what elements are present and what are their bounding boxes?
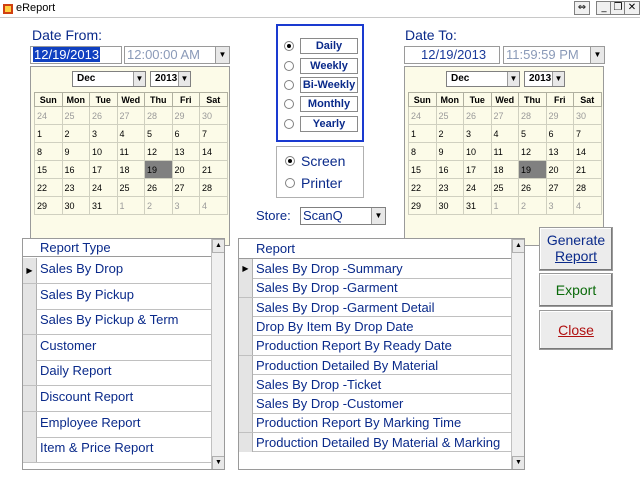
store-select[interactable]	[300, 207, 386, 225]
month-from-select[interactable]	[72, 71, 146, 87]
period-option-monthly[interactable]	[284, 96, 360, 114]
row-selector[interactable]	[23, 360, 37, 385]
date-from-value: 12/19/2013	[34, 47, 100, 62]
report-type-label: Sales By Drop	[40, 261, 124, 276]
year-to-value: 2013	[529, 73, 552, 84]
calendar-day[interactable]: 27	[546, 179, 574, 197]
report-item[interactable]	[239, 336, 511, 356]
calendar-day[interactable]: 23	[62, 179, 90, 197]
calendar-day[interactable]: 2	[436, 125, 464, 143]
period-label: Daily	[300, 38, 358, 54]
day-header: Thu	[519, 93, 547, 107]
close-window-button[interactable]: ✕	[624, 1, 640, 15]
calendar-day[interactable]: 2	[62, 125, 90, 143]
row-selector[interactable]	[23, 437, 37, 462]
store-label: Store:	[256, 208, 291, 223]
report-label: Sales By Drop -Ticket	[256, 376, 382, 392]
radio-icon[interactable]	[285, 156, 295, 166]
year-from-select[interactable]	[150, 71, 191, 87]
calendar-grid	[408, 92, 602, 215]
calendar-day[interactable]: 5	[519, 125, 547, 143]
report-type-label: Discount Report	[40, 389, 134, 404]
generate-label: Generate	[546, 232, 606, 248]
calendar-day[interactable]: 30	[62, 197, 90, 215]
report-type-label: Item & Price Report	[40, 440, 154, 456]
calendar-grid	[34, 92, 228, 215]
calendar-day[interactable]: 7	[200, 125, 228, 143]
calendar-day[interactable]: 5	[145, 125, 173, 143]
calendar-day[interactable]: 25	[436, 107, 464, 125]
calendar-day[interactable]: 26	[145, 179, 173, 197]
radio-icon[interactable]	[284, 119, 294, 129]
radio-icon[interactable]	[285, 178, 295, 188]
chevron-down-icon[interactable]: ▼	[215, 47, 229, 63]
row-selector[interactable]	[23, 386, 37, 411]
calendar-day[interactable]: 2	[519, 197, 547, 215]
row-selector[interactable]	[239, 336, 253, 355]
year-to-select[interactable]	[524, 71, 565, 87]
minimize-button[interactable]: _	[596, 1, 612, 15]
calendar-day[interactable]: 28	[574, 179, 602, 197]
calendar-day[interactable]: 15	[35, 161, 63, 179]
time-from-value: 12:00:00 AM	[127, 47, 200, 62]
report-type-item[interactable]	[23, 335, 211, 361]
calendar-day[interactable]: 30	[200, 107, 228, 125]
report-type-label: Employee Report	[40, 414, 141, 430]
period-label: Yearly	[300, 116, 358, 132]
row-selector[interactable]	[239, 278, 253, 297]
row-pointer-icon[interactable]: ▶	[239, 259, 253, 278]
calendar-day[interactable]: 6	[172, 125, 200, 143]
calendar-header-row	[409, 93, 602, 107]
calendar-day[interactable]: 6	[546, 125, 574, 143]
scroll-up-icon[interactable]: ▲	[212, 239, 225, 253]
calendar-week	[35, 143, 228, 161]
period-label: Monthly	[300, 96, 358, 112]
month-from-value: Dec	[77, 73, 96, 84]
day-header: Sun	[35, 93, 63, 107]
calendar-day[interactable]: 26	[464, 107, 492, 125]
row-selector[interactable]	[239, 317, 253, 336]
report-type-label: Sales By Pickup & Term	[40, 312, 179, 328]
calendar-day[interactable]: 24	[35, 107, 63, 125]
calendar-day[interactable]: 28	[145, 107, 173, 125]
report-label: Sales By Drop -Garment Detail	[256, 299, 435, 315]
calendar-day[interactable]: 11	[117, 143, 145, 161]
calendar-week	[35, 161, 228, 179]
calendar-day[interactable]: 16	[436, 161, 464, 179]
calendar-day[interactable]: 17	[464, 161, 492, 179]
period-option-yearly[interactable]	[284, 116, 360, 134]
row-selector[interactable]	[239, 298, 253, 317]
calendar-from	[30, 66, 230, 246]
calendar-day[interactable]: 13	[546, 143, 574, 161]
calendar-day[interactable]: 24	[90, 179, 118, 197]
calendar-day[interactable]: 27	[491, 107, 519, 125]
report-header: Report	[239, 239, 511, 259]
chevron-down-icon[interactable]: ▼	[133, 72, 145, 86]
calendar-day[interactable]: 28	[200, 179, 228, 197]
calendar-week	[35, 107, 228, 125]
calendar-day[interactable]: 1	[117, 197, 145, 215]
day-header: Sat	[574, 93, 602, 107]
calendar-day[interactable]: 29	[35, 197, 63, 215]
report-type-list	[22, 238, 225, 470]
report-type-item[interactable]	[23, 437, 211, 463]
calendar-day[interactable]: 25	[491, 179, 519, 197]
calendar-day[interactable]: 4	[200, 197, 228, 215]
row-selector[interactable]	[239, 356, 253, 375]
calendar-day[interactable]: 18	[491, 161, 519, 179]
maximize-button[interactable]: ❐	[610, 1, 626, 15]
report-item[interactable]	[239, 375, 511, 395]
calendar-day[interactable]: 16	[62, 161, 90, 179]
time-from-select[interactable]	[124, 46, 230, 64]
calendar-day[interactable]: 1	[491, 197, 519, 215]
period-option-weekly[interactable]	[284, 58, 360, 76]
report-type-item[interactable]	[23, 258, 211, 284]
calendar-day[interactable]: 8	[35, 143, 63, 161]
report-label: Sales By Drop -Garment	[256, 280, 398, 296]
row-selector[interactable]	[239, 413, 253, 432]
calendar-day[interactable]: 29	[546, 107, 574, 125]
calendar-day[interactable]: 26	[90, 107, 118, 125]
calendar-day[interactable]: 9	[62, 143, 90, 161]
calendar-day[interactable]: 30	[574, 107, 602, 125]
scroll-down-icon[interactable]: ▼	[212, 456, 225, 470]
report-label: Production Report By Ready Date	[256, 338, 452, 354]
row-selector[interactable]	[239, 433, 253, 452]
calendar-day[interactable]: 9	[436, 143, 464, 161]
day-header: Tue	[464, 93, 492, 107]
output-group	[276, 146, 364, 198]
calendar-day[interactable]: 13	[172, 143, 200, 161]
report-label: Sales By Drop -Customer	[256, 396, 404, 412]
calendar-day[interactable]: 12	[519, 143, 547, 161]
report-type-item[interactable]	[23, 412, 211, 438]
calendar-day[interactable]: 27	[117, 107, 145, 125]
row-selector[interactable]	[23, 309, 37, 334]
calendar-day[interactable]: 12	[145, 143, 173, 161]
calendar-day[interactable]: 8	[409, 143, 437, 161]
calendar-day[interactable]: 4	[491, 125, 519, 143]
calendar-day[interactable]: 25	[62, 107, 90, 125]
chevron-down-icon[interactable]: ▼	[371, 208, 385, 224]
calendar-week	[409, 125, 602, 143]
calendar-day[interactable]: 1	[409, 125, 437, 143]
calendar-day[interactable]: 21	[200, 161, 228, 179]
chevron-down-icon[interactable]: ▼	[552, 72, 564, 86]
report-type-header: Report Type	[23, 239, 211, 257]
date-from-input[interactable]	[30, 46, 122, 64]
report-label: Production Report By Marking Time	[256, 415, 462, 431]
output-label: Printer	[301, 175, 343, 191]
report-item[interactable]	[239, 394, 511, 414]
calendar-day[interactable]: 2	[145, 197, 173, 215]
calendar-day[interactable]: 25	[117, 179, 145, 197]
calendar-day[interactable]: 4	[574, 197, 602, 215]
scroll-down-icon[interactable]: ▼	[512, 456, 525, 470]
month-to-select[interactable]	[446, 71, 520, 87]
report-item[interactable]	[239, 413, 511, 433]
calendar-day[interactable]: 30	[436, 197, 464, 215]
calendar-day[interactable]: 20	[172, 161, 200, 179]
calendar-day[interactable]: 7	[574, 125, 602, 143]
scroll-up-icon[interactable]: ▲	[512, 239, 525, 253]
period-group	[276, 24, 364, 142]
calendar-day[interactable]: 28	[519, 107, 547, 125]
report-label: Sales By Drop -Summary	[256, 261, 403, 276]
output-label: Screen	[301, 153, 346, 169]
calendar-day[interactable]: 3	[464, 125, 492, 143]
report-list	[238, 238, 525, 470]
date-to-input[interactable]	[404, 46, 500, 64]
calendar-week	[409, 143, 602, 161]
calendar-week	[409, 161, 602, 179]
day-header: Sun	[409, 93, 437, 107]
report-label: Production Detailed By Material	[256, 357, 439, 373]
time-to-value: 11:59:59 PM	[506, 47, 579, 62]
calendar-day[interactable]: 18	[117, 161, 145, 179]
date-from-label: Date From:	[32, 27, 103, 43]
calendar-day[interactable]: 3	[172, 197, 200, 215]
radio-icon[interactable]	[284, 41, 294, 51]
report-label: Production Detailed By Material & Marking	[256, 434, 501, 450]
report-type-item[interactable]	[23, 284, 211, 310]
report-label: Report	[554, 248, 598, 264]
calendar-day[interactable]: 29	[172, 107, 200, 125]
calendar-week	[409, 179, 602, 197]
period-option-biweekly[interactable]	[284, 77, 360, 95]
store-value: ScanQ	[303, 208, 343, 223]
report-label: Drop By Item By Drop Date	[256, 318, 414, 334]
period-option-daily[interactable]	[284, 38, 360, 56]
calendar-day[interactable]: 21	[574, 161, 602, 179]
chevron-down-icon[interactable]: ▼	[178, 72, 190, 86]
calendar-day[interactable]: 26	[519, 179, 547, 197]
report-item[interactable]	[239, 317, 511, 337]
row-selector[interactable]	[239, 375, 253, 394]
row-pointer-icon[interactable]: ▶	[23, 258, 37, 283]
chevron-down-icon[interactable]: ▼	[507, 72, 519, 86]
date-to-label: Date To:	[405, 27, 457, 43]
calendar-day[interactable]: 22	[409, 179, 437, 197]
calendar-header-row	[35, 93, 228, 107]
report-type-item[interactable]	[23, 309, 211, 335]
day-header: Fri	[546, 93, 574, 107]
calendar-day[interactable]: 17	[90, 161, 118, 179]
calendar-day[interactable]: 15	[409, 161, 437, 179]
day-header: Tue	[90, 93, 118, 107]
calendar-day[interactable]: 3	[546, 197, 574, 215]
calendar-week	[35, 125, 228, 143]
radio-icon[interactable]	[284, 80, 294, 90]
title-bar	[0, 0, 640, 18]
calendar-day[interactable]: 19	[145, 161, 173, 179]
chevron-down-icon[interactable]: ▼	[590, 47, 604, 63]
calendar-day[interactable]: 19	[519, 161, 547, 179]
report-type-label: Sales By Pickup	[40, 286, 134, 302]
calendar-day[interactable]: 31	[90, 197, 118, 215]
row-selector[interactable]	[239, 394, 253, 413]
time-to-select[interactable]	[503, 46, 605, 64]
day-header: Wed	[117, 93, 145, 107]
month-to-value: Dec	[451, 73, 470, 84]
calendar-week	[409, 107, 602, 125]
calendar-day[interactable]: 10	[90, 143, 118, 161]
period-label: Bi-Weekly	[300, 77, 358, 93]
close-button[interactable]: Close	[539, 310, 613, 350]
calendar-day[interactable]: 27	[172, 179, 200, 197]
report-type-item[interactable]	[23, 386, 211, 412]
report-item[interactable]	[239, 259, 511, 279]
row-selector[interactable]	[23, 284, 37, 309]
export-button[interactable]: Export	[539, 273, 613, 307]
radio-icon[interactable]	[284, 99, 294, 109]
report-item[interactable]	[239, 298, 511, 318]
calendar-day[interactable]: 29	[409, 197, 437, 215]
app-icon	[2, 3, 14, 15]
calendar-day[interactable]: 24	[409, 107, 437, 125]
period-label: Weekly	[300, 58, 358, 74]
report-scrollbar[interactable]	[511, 239, 525, 470]
calendar-day[interactable]: 3	[90, 125, 118, 143]
calendar-day[interactable]: 10	[464, 143, 492, 161]
day-header: Wed	[491, 93, 519, 107]
report-type-scrollbar[interactable]	[211, 239, 225, 470]
calendar-day[interactable]: 4	[117, 125, 145, 143]
calendar-to	[404, 66, 604, 246]
calendar-day[interactable]: 24	[464, 179, 492, 197]
day-header: Mon	[436, 93, 464, 107]
day-header: Fri	[172, 93, 200, 107]
calendar-day[interactable]: 11	[491, 143, 519, 161]
row-selector[interactable]	[23, 335, 37, 360]
calendar-week	[35, 197, 228, 215]
report-type-label: Daily Report	[40, 363, 112, 379]
report-type-label: Customer	[40, 337, 97, 353]
generate-report-button[interactable]	[539, 227, 613, 271]
calendar-day[interactable]: 23	[436, 179, 464, 197]
day-header: Thu	[145, 93, 173, 107]
day-header: Mon	[62, 93, 90, 107]
radio-icon[interactable]	[284, 61, 294, 71]
window-title: eReport	[16, 2, 56, 14]
report-item[interactable]	[239, 433, 511, 453]
calendar-day[interactable]: 31	[464, 197, 492, 215]
calendar-day[interactable]: 22	[35, 179, 63, 197]
resize-icon[interactable]: ⇔	[574, 1, 590, 15]
calendar-day[interactable]: 20	[546, 161, 574, 179]
year-from-value: 2013	[155, 73, 178, 84]
report-type-item[interactable]	[23, 360, 211, 386]
calendar-day[interactable]: 1	[35, 125, 63, 143]
report-item[interactable]	[239, 278, 511, 298]
report-item[interactable]	[239, 356, 511, 376]
calendar-day[interactable]: 14	[200, 143, 228, 161]
calendar-day[interactable]: 14	[574, 143, 602, 161]
calendar-week	[409, 197, 602, 215]
date-to-value: 12/19/2013	[421, 47, 487, 62]
row-selector[interactable]	[23, 412, 37, 437]
calendar-week	[35, 179, 228, 197]
day-header: Sat	[200, 93, 228, 107]
